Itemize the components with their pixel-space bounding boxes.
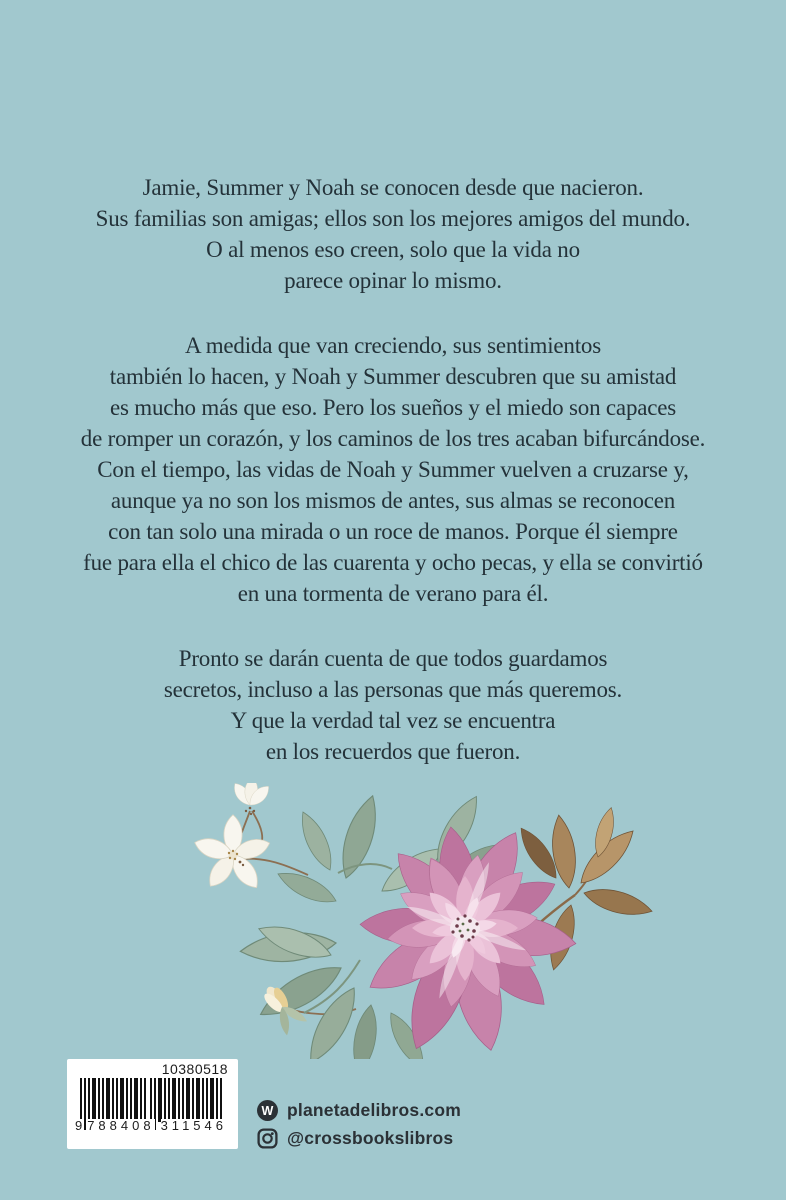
flower-illustration-svg [186, 783, 660, 1059]
synopsis-line: parece opinar lo mismo. [284, 268, 502, 293]
flower-illustration [186, 783, 660, 1059]
planetadelibros-logo-icon [257, 1100, 278, 1121]
synopsis-line: aunque ya no son los mismos de antes, sus almas se reconocen [110, 488, 676, 513]
planetadelibros-logo-letter: W [261, 1103, 274, 1118]
synopsis-paragraph-2 [0, 330, 786, 609]
synopsis-line: en una tormenta de verano para él. [237, 581, 549, 606]
synopsis-line: Con el tiempo, las vidas de Noah y Summer vuelven a cruzarse y, [97, 457, 689, 482]
publisher-website-label: planetadelibros.com [287, 1100, 461, 1120]
synopsis-paragraph-3 [0, 643, 786, 767]
barcode-digit-group-2: 311546 [160, 1118, 227, 1133]
synopsis-paragraph-1 [0, 172, 786, 296]
synopsis-line: Pronto se darán cuenta de que todos guardamos [178, 646, 608, 671]
barcode [67, 1059, 238, 1149]
synopsis-line: Sus familias son amigas; ellos son los mejores amigos del mundo. [95, 206, 691, 231]
barcode-product-code: 10380518 [161, 1061, 228, 1077]
footer-links [257, 1100, 461, 1149]
synopsis-line: fue para ella el chico de las cuarenta y ocho pecas, y ella se convirtió [83, 550, 703, 575]
synopsis-line: Y que la verdad tal vez se encuentra [230, 708, 556, 733]
barcode-digit-first: 9 [75, 1118, 83, 1133]
instagram-handle-row [257, 1128, 461, 1149]
synopsis-line: con tan solo una mirada o un roce de manos. Porque él siempre [108, 519, 678, 544]
synopsis-line: O al menos eso creen, solo que la vida no [206, 237, 580, 262]
instagram-handle-label: @crossbookslibros [287, 1128, 454, 1148]
publisher-website-row [257, 1100, 461, 1121]
synopsis-line: en los recuerdos que fueron. [265, 739, 521, 764]
synopsis-line: secretos, incluso a las personas que más queremos. [163, 677, 623, 702]
synopsis-line: A medida que van creciendo, sus sentimientos [185, 333, 601, 358]
barcode-digit-group-1: 788408 [87, 1118, 155, 1133]
synopsis-line: es mucho más que eso. Pero los sueños y el miedo son capaces [109, 395, 677, 420]
synopsis-line: también lo hacen, y Noah y Summer descubren que su amistad [109, 364, 677, 389]
small-white-flower [230, 783, 273, 815]
synopsis-line: de romper un corazón, y los caminos de los tres acaban bifurcándose. [80, 426, 706, 451]
barcode-digits [75, 1119, 230, 1132]
synopsis-line: Jamie, Summer y Noah se conocen desde que nacieron. [142, 175, 644, 200]
instagram-icon [257, 1128, 278, 1149]
